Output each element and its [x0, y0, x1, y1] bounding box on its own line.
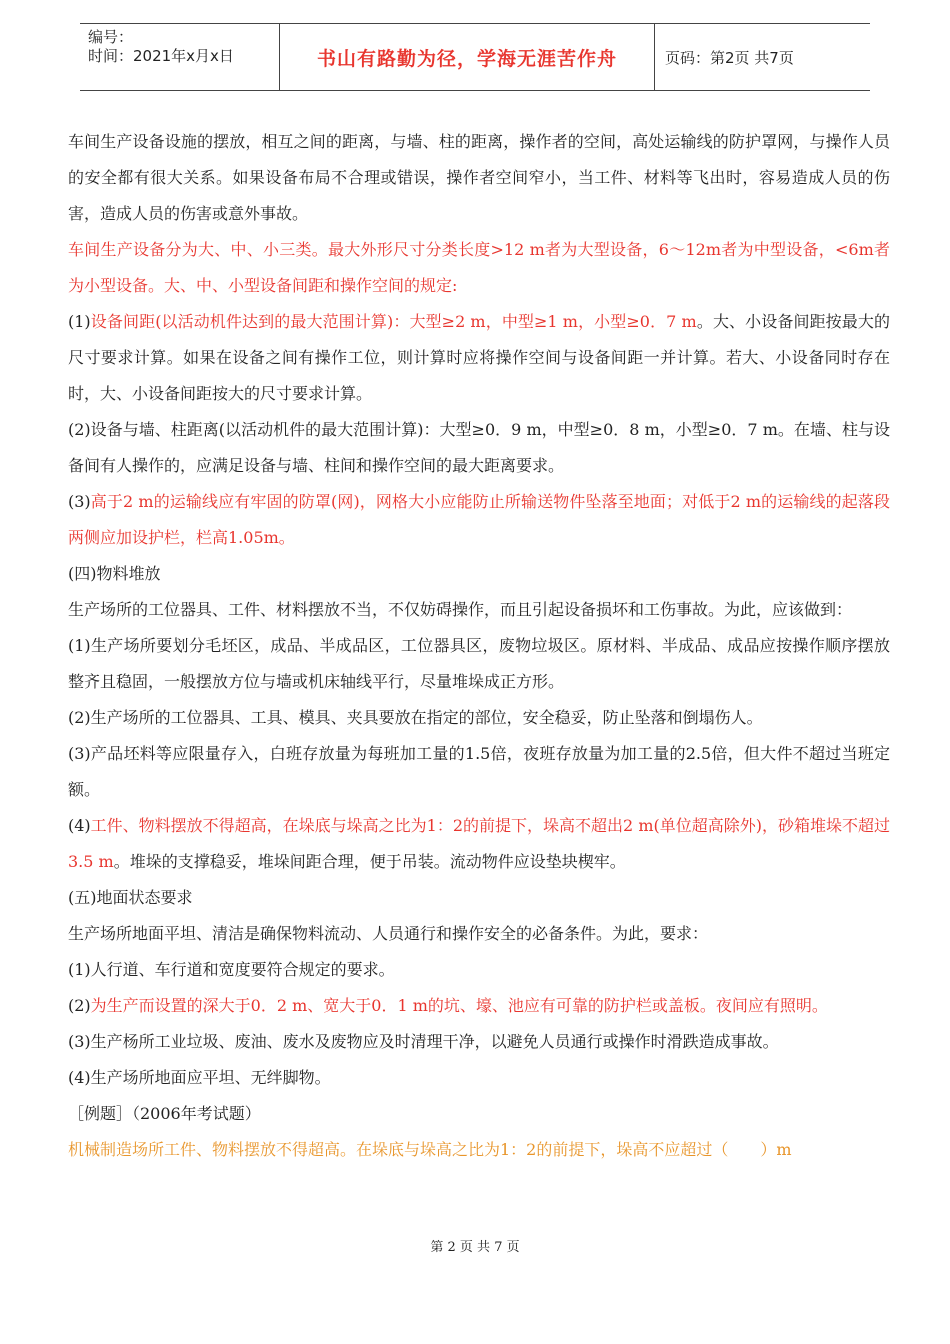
text-segment: (2): [68, 996, 91, 1015]
body-paragraph: [68, 808, 890, 880]
body-paragraph: [68, 556, 890, 592]
body-paragraph: [68, 700, 890, 736]
body-paragraph: [68, 880, 890, 916]
text-segment: 工件、物料摆放不得超高，在垛底与垛高之比为1：2的前提下，垛高不超出2 m(单位超高除外)，砂箱堆垛不超过3.5 m: [68, 816, 890, 871]
document-number-label: 编号：: [88, 28, 134, 46]
body-paragraph: [68, 412, 890, 484]
body-paragraph: [68, 304, 890, 412]
text-segment: (五)地面状态要求: [68, 888, 193, 907]
text-segment: (2)设备与墙、柱距离(以活动机件的最大范围计算)：大型≥0．9 m，中型≥0．8 m，小型≥0．7 m。在墙、柱与设备间有人操作的，应满足设备与墙、柱间和操作空间的最大距离要求。: [68, 420, 890, 475]
text-segment: 设备间距(以活动机件达到的最大范围计算)：大型≥2 m，中型≥1 m，小型≥0．7 m: [90, 312, 697, 331]
text-segment: (四)物料堆放: [68, 564, 161, 583]
text-segment: 高于2 m的运输线应有牢固的防罩(网)，网格大小应能防止所输送物件坠落至地面；对低于2 m的运输线的起落段两侧应加设护栏，栏高1.05m。: [68, 492, 890, 547]
text-segment: 车间生产设备分为大、中、小三类。最大外形尺寸分类长度>12 m者为大型设备，6～12m者为中型设备，<6m者为小型设备。大、中、小型设备间距和操作空间的规定:: [68, 240, 890, 295]
text-segment: 机械制造场所工件、物料摆放不得超高。在垛底与垛高之比为1：2的前提下，垛高不应超过（ ）m: [68, 1140, 792, 1159]
page-footer: 第 2 页 共 7 页: [430, 1240, 520, 1255]
text-segment: (1): [68, 312, 91, 331]
text-segment: ［例题］（2006年考试题）: [68, 1104, 261, 1123]
body-paragraph: [68, 1132, 890, 1168]
body-paragraph: [68, 916, 890, 952]
body-paragraph: [68, 628, 890, 700]
text-segment: 。堆垛的支撑稳妥，堆垛间距合理，便于吊装。流动物件应设垫块楔牢。: [113, 852, 626, 871]
header-page-info: 页码：第2页 共7页: [665, 48, 794, 67]
text-segment: (3)产品坯料等应限量存入，白班存放量为每班加工量的1.5倍，夜班存放量为加工量的2.5倍，但大件不超过当班定额。: [68, 744, 890, 799]
text-segment: 生产场所地面平坦、清洁是确保物料流动、人员通行和操作安全的必备条件。为此，要求：: [68, 924, 709, 943]
header-motto: 书山有路勤为径，学海无涯苦作舟: [280, 24, 655, 90]
document-time: 时间：2021年x月x日: [88, 47, 234, 65]
body-paragraph: [68, 736, 890, 808]
body-paragraph: [68, 232, 890, 304]
text-segment: (3)生产杨所工业垃圾、废油、废水及废物应及时清理干净，以避免人员通行或操作时滑跌造成事故。: [68, 1032, 779, 1051]
header-meta: [80, 24, 280, 90]
body-paragraph: [68, 124, 890, 232]
text-segment: (2)生产场所的工位器具、工具、模具、夹具要放在指定的部位，安全稳妥，防止坠落和倒塌伤人。: [68, 708, 763, 727]
body-paragraph: [68, 592, 890, 628]
body-paragraph: [68, 1060, 890, 1096]
text-segment: 车间生产设备设施的摆放，相互之间的距离，与墙、柱的距离，操作者的空间，高处运输线的防护罩网，与操作人员的安全都有很大关系。如果设备布局不合理或错误，操作者空间窄小，当工件、材料等飞出时，容易造成人员的伤害，造成人员的伤害或意外事故。: [68, 132, 890, 223]
text-segment: (1)人行道、车行道和宽度要符合规定的要求。: [68, 960, 395, 979]
body-paragraph: [68, 1096, 890, 1132]
text-segment: 。大、小设备间距按最大的尺寸要求计算。如果在设备之间有操作工位，则计算时应将操作空间与设备间距一并计算。若大、小设备同时存在时，大、小设备间距按大的尺寸要求计算。: [68, 312, 890, 403]
body-paragraph: [68, 988, 890, 1024]
body-paragraph: [68, 484, 890, 556]
text-segment: 为生产而设置的深大于0．2 m、宽大于0．1 m的坑、壕、池应有可靠的防护栏或盖板。夜间应有照明。: [90, 996, 828, 1015]
text-segment: (4): [68, 816, 91, 835]
text-segment: (4)生产场所地面应平坦、无绊脚物。: [68, 1068, 331, 1087]
text-segment: (3): [68, 492, 91, 511]
text-segment: 生产场所的工位器具、工件、材料摆放不当，不仅妨碍操作，而且引起设备损坏和工伤事故。为此，应该做到：: [68, 600, 853, 619]
document-body: [68, 124, 890, 1168]
body-paragraph: [68, 952, 890, 988]
page-header: [80, 23, 870, 91]
text-segment: (1)生产场所要划分毛坯区，成品、半成品区，工位器具区，废物垃圾区。原材料、半成品、成品应按操作顺序摆放整齐且稳固，一般摆放方位与墙或机床轴线平行，尽量堆垛成正方形。: [68, 636, 890, 691]
body-paragraph: [68, 1024, 890, 1060]
